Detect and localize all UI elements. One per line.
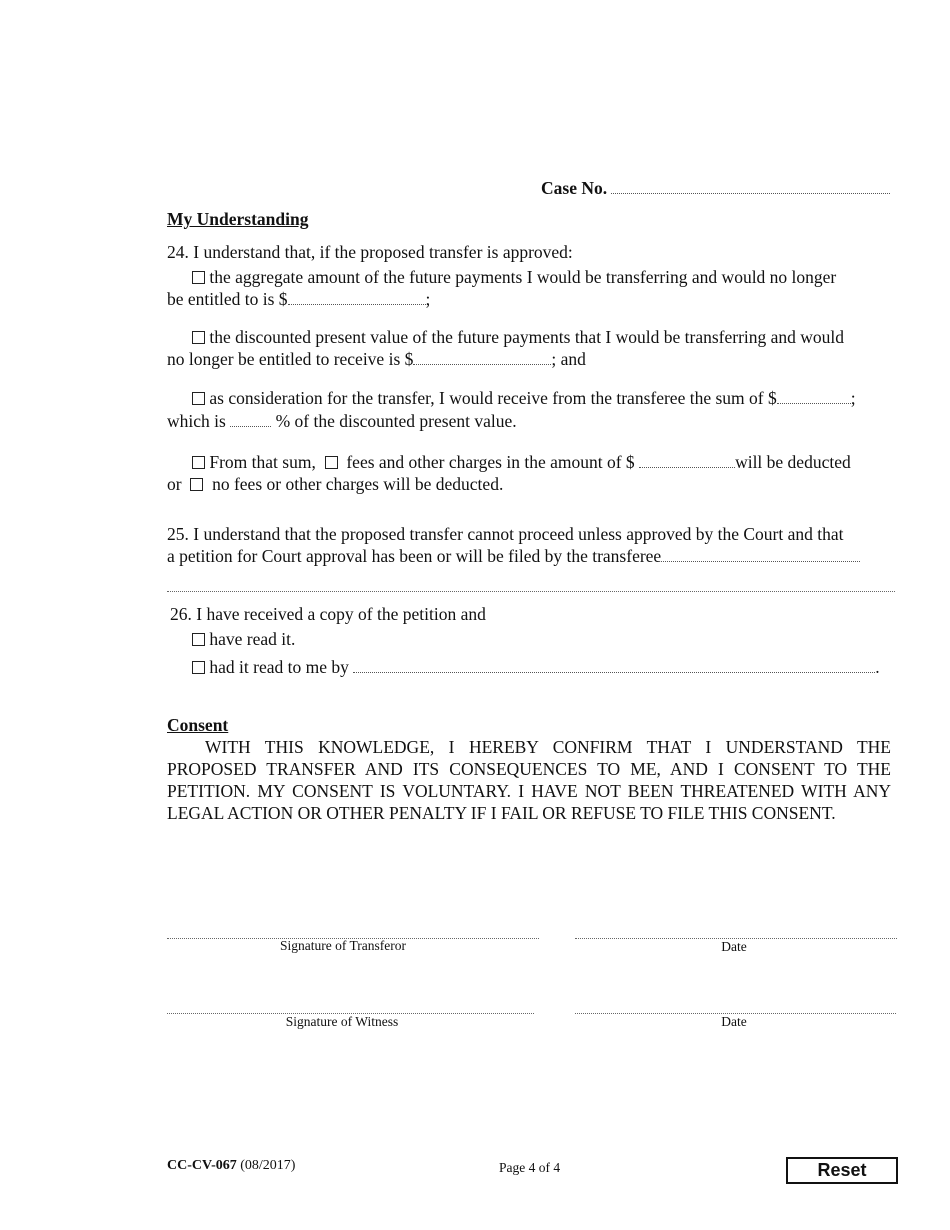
case-number-row: [541, 177, 890, 199]
item-24b-post: ; and: [551, 349, 586, 369]
item-24b-text2: no longer be entitled to receive is $: [167, 349, 414, 369]
case-number-label: Case No.: [541, 178, 608, 198]
item-24c-text2: which is: [167, 411, 231, 431]
consent-text: WITH THIS KNOWLEDGE, I HEREBY CONFIRM THAT I UNDERSTAND THE PROPOSED TRANSFER AND ITS CONSEQUENCES TO ME, AND I CONSENT TO THE PETITION. MY CONSENT IS VOLUNTARY. I HAVE NOT BEEN THREATENED WITH ANY LEGAL ACTION OR OTHER PENALTY IF I FAIL OR REFUSE TO FILE THIS CONSENT.: [167, 737, 891, 823]
transferee-field[interactable]: [661, 547, 860, 562]
item-24c-post2: % of the discounted present value.: [271, 411, 517, 431]
item-26a-line: [192, 628, 295, 650]
item-24d-text-d: no fees or other charges will be deducted.: [212, 474, 504, 494]
item-24-intro: 24. I understand that, if the proposed transfer is approved:: [167, 242, 573, 262]
item-26a-text: have read it.: [209, 629, 296, 649]
discounted-value-checkbox[interactable]: [192, 331, 205, 344]
item-26b-line: [192, 656, 880, 678]
aggregate-amount-checkbox[interactable]: [192, 271, 205, 284]
transferor-signature-label: Signature of Transferor: [280, 938, 406, 953]
item-24c-line1: [192, 387, 856, 409]
item-24d-text-c: will be deducted: [735, 452, 851, 472]
item-24a-text2: be entitled to is $: [167, 289, 288, 309]
item-26b-text: had it read to me by: [209, 657, 349, 677]
consideration-sum-field[interactable]: [777, 389, 851, 404]
item-24a-line2: [167, 288, 430, 310]
item-25-line1: 25. I understand that the proposed transfer cannot proceed unless approved by the Court and that: [167, 524, 844, 544]
no-fees-checkbox[interactable]: [190, 478, 203, 491]
item-24b-line2: [167, 348, 586, 370]
item-25-text2: a petition for Court approval has been or will be filed by the transferee: [167, 546, 662, 566]
transferee-field-continuation[interactable]: [167, 591, 895, 592]
item-24d-text-a: From that sum,: [209, 452, 316, 472]
item-24c-line2: [167, 410, 517, 432]
item-24a-line1: [192, 266, 836, 288]
from-that-sum-checkbox[interactable]: [192, 456, 205, 469]
fees-charges-checkbox[interactable]: [325, 456, 338, 469]
form-id: [167, 1158, 295, 1174]
case-number-field[interactable]: [611, 179, 890, 194]
fees-amount-field[interactable]: [639, 453, 735, 468]
item-24a-post: ;: [425, 289, 431, 309]
aggregate-amount-field[interactable]: [288, 290, 426, 305]
item-24b-line1: [192, 326, 844, 348]
page-number: Page 4 of 4: [499, 1160, 561, 1175]
item-24d-text-b: fees and other charges in the amount of $: [346, 452, 635, 472]
item-26-intro: 26. I have received a copy of the petition and: [170, 604, 486, 624]
item-24c-text: as consideration for the transfer, I would receive from the transferee the sum of $: [209, 388, 777, 408]
read-by-field[interactable]: [353, 658, 875, 673]
form-id-code: CC-CV-067: [167, 1158, 237, 1173]
item-24a-text: the aggregate amount of the future payments I would be transferring and would no longer: [205, 267, 837, 287]
witness-date-label: Date: [721, 1014, 747, 1029]
item-24d-line2: [167, 473, 503, 495]
item-26b-post: .: [875, 657, 880, 677]
item-24b-text: the discounted present value of the future payments that I would be transferring and would: [209, 327, 845, 347]
item-25-line2: [167, 545, 860, 567]
consent-paragraph: [167, 736, 891, 824]
have-read-checkbox[interactable]: [192, 633, 205, 646]
witness-signature-label: Signature of Witness: [285, 1014, 399, 1029]
had-read-checkbox[interactable]: [192, 661, 205, 674]
consideration-checkbox[interactable]: [192, 392, 205, 405]
item-24c-post: ;: [850, 388, 856, 408]
understanding-heading: My Understanding: [167, 209, 309, 229]
transferor-date-label: Date: [721, 939, 747, 954]
form-id-date: (08/2017): [236, 1158, 296, 1173]
reset-button[interactable]: Reset: [786, 1157, 898, 1184]
discounted-value-field[interactable]: [413, 350, 551, 365]
percent-field[interactable]: [230, 412, 271, 427]
item-24d-or: or: [167, 474, 182, 494]
consent-heading: Consent: [167, 715, 229, 735]
item-24d-line1: [192, 451, 851, 473]
